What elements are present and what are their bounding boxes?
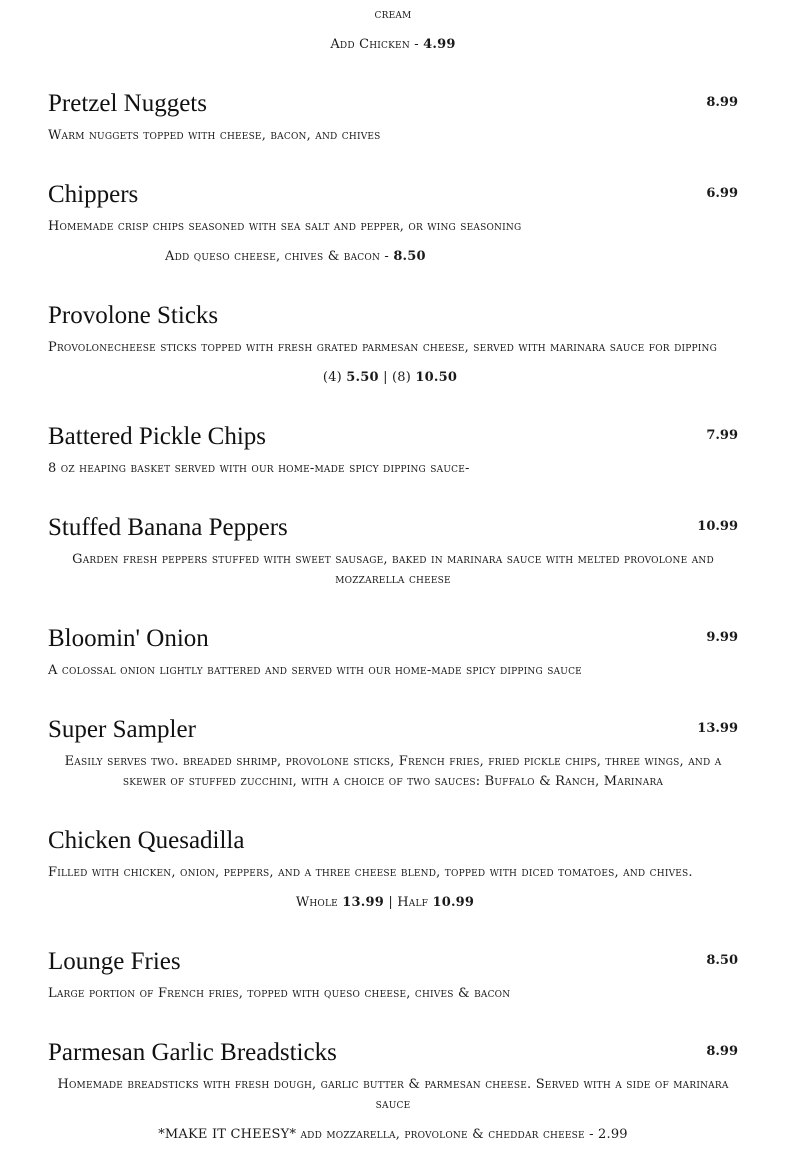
item-title: Provolone Sticks bbox=[48, 302, 219, 329]
addon-price: 4.99 bbox=[423, 37, 456, 52]
addon-line bbox=[48, 35, 738, 55]
item-description: A colossal onion lightly battered and served with our home-made spicy dipping sauce bbox=[48, 663, 582, 678]
item-title: Chippers bbox=[48, 181, 139, 208]
addon-line bbox=[165, 247, 426, 267]
addon-line: *MAKE IT CHEESY* add mozzarella, provolone & cheddar cheese - 2.99 bbox=[158, 1127, 628, 1142]
addon-label: Add Chicken - bbox=[330, 37, 424, 52]
item-title: Chicken Quesadilla bbox=[48, 827, 245, 854]
option-separator: | bbox=[384, 895, 398, 910]
item-price: 10.99 bbox=[697, 519, 738, 534]
item-title: Battered Pickle Chips bbox=[48, 423, 267, 450]
size-option-label: (8) bbox=[392, 370, 416, 385]
size-options bbox=[40, 893, 730, 913]
size-option-label: Whole bbox=[295, 895, 343, 910]
size-option-price: 10.99 bbox=[432, 895, 475, 910]
size-option-label: (4) bbox=[322, 370, 347, 385]
item-price: 13.99 bbox=[697, 721, 738, 736]
item-description: 8 oz heaping basket served with our home-made spicy dipping sauce- bbox=[48, 461, 470, 476]
size-options bbox=[45, 368, 735, 388]
item-price: 6.99 bbox=[706, 186, 738, 201]
item-title: Parmesan Garlic Breadsticks bbox=[48, 1039, 337, 1066]
item-title: Super Sampler bbox=[48, 716, 196, 743]
option-separator: | bbox=[378, 370, 392, 385]
item-description: Large portion of French fries, topped with queso cheese, chives & bacon bbox=[48, 986, 511, 1001]
item-description-line: Easily serves two. breaded shrimp, provolone sticks, French fries, fried pickle chips, three wings, and a bbox=[64, 754, 722, 769]
item-description-line: Garden fresh peppers stuffed with sweet sausage, baked in marinara sauce with melted provolone and bbox=[72, 552, 714, 567]
item-description: Filled with chicken, onion, peppers, and a three cheese blend, topped with diced tomatoes, and chives. bbox=[48, 865, 693, 880]
item-description: Warm nuggets topped with cheese, bacon, and chives bbox=[48, 128, 381, 143]
item-price: 9.99 bbox=[706, 630, 738, 645]
item-title: Bloomin' Onion bbox=[48, 625, 209, 652]
item-description-tail: cream bbox=[374, 7, 412, 22]
item-price: 7.99 bbox=[706, 428, 738, 443]
size-option-price: 5.50 bbox=[346, 370, 379, 385]
item-title: Lounge Fries bbox=[48, 948, 181, 975]
item-price: 8.99 bbox=[706, 95, 738, 110]
item-description: Provolonecheese sticks topped with fresh grated parmesan cheese, served with marinara sauce for dipping bbox=[48, 340, 718, 355]
item-title: Pretzel Nuggets bbox=[48, 90, 207, 117]
addon-price: 8.50 bbox=[393, 249, 426, 264]
item-price: 8.99 bbox=[706, 1044, 738, 1059]
item-description-line: sauce bbox=[375, 1097, 411, 1112]
item-description-line: skewer of stuffed zucchini, with a choice of two sauces: Buffalo & Ranch, Marinara bbox=[122, 774, 664, 789]
size-option-label: Half bbox=[397, 895, 433, 910]
item-title: Stuffed Banana Peppers bbox=[48, 514, 288, 541]
item-description-line: mozzarella cheese bbox=[335, 572, 451, 587]
item-description: Homemade crisp chips seasoned with sea salt and pepper, or wing seasoning bbox=[48, 219, 522, 234]
size-option-price: 13.99 bbox=[342, 895, 384, 910]
item-price: 8.50 bbox=[706, 953, 738, 968]
size-option-price: 10.50 bbox=[415, 370, 458, 385]
item-description-line: Homemade breadsticks with fresh dough, garlic butter & parmesan cheese. Served with a side of marinara bbox=[57, 1077, 729, 1092]
addon-label: Add queso cheese, chives & bacon - bbox=[165, 249, 394, 264]
